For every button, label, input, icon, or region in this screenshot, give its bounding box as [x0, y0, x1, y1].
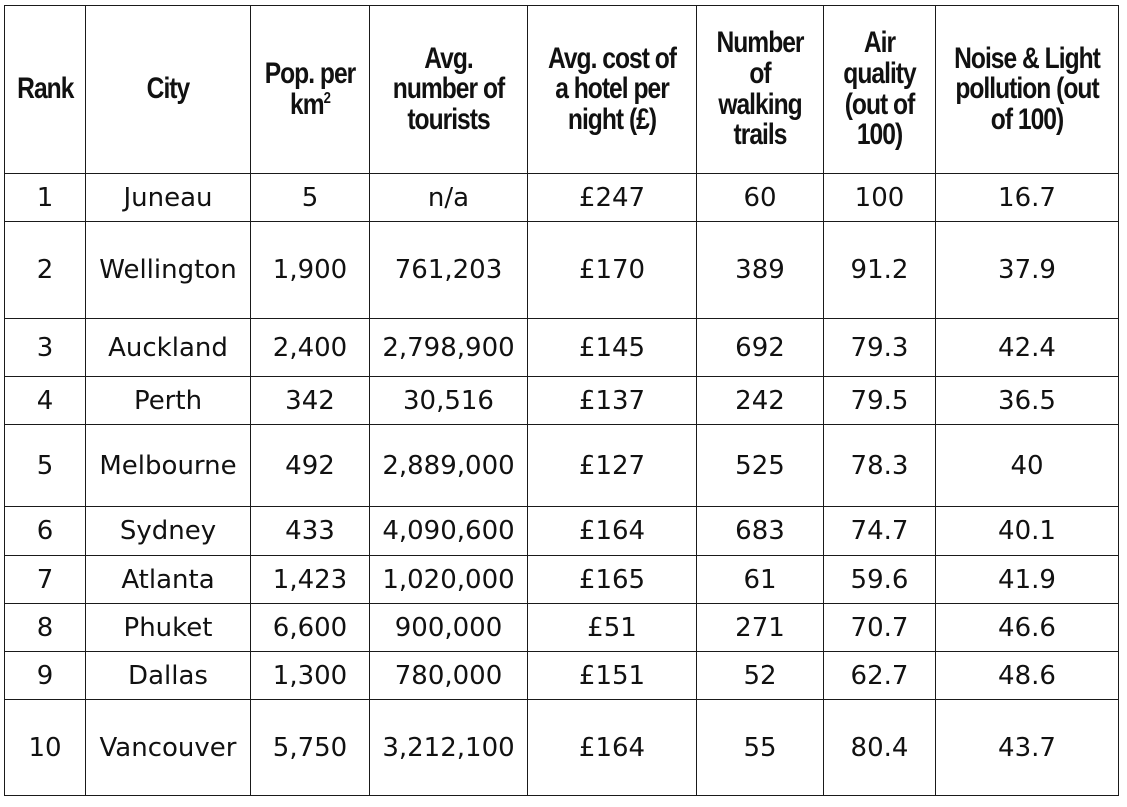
air-quality-cell: 79.5	[824, 377, 936, 425]
hotel-cost-cell: £247	[528, 174, 697, 222]
table-row	[5, 556, 1119, 604]
walking-trails-cell: 60	[697, 174, 824, 222]
air-quality-cell: 80.4	[824, 700, 936, 796]
pop-density-cell: 433	[251, 507, 370, 556]
table-row	[5, 319, 1119, 377]
walking-trails-cell: 242	[697, 377, 824, 425]
city-cell: Sydney	[86, 507, 251, 556]
city-cell: Melbourne	[86, 425, 251, 507]
hotel-cost-cell: £164	[528, 700, 697, 796]
hotel-cost-cell: £51	[528, 604, 697, 652]
hotel-cost-cell: £164	[528, 507, 697, 556]
tourists-cell: n/a	[370, 174, 528, 222]
tourists-cell: 761,203	[370, 222, 528, 319]
header-tourists: Avg. number of tourists	[370, 6, 528, 174]
table-row	[5, 700, 1119, 796]
rank-cell: 8	[5, 604, 86, 652]
rank-cell: 1	[5, 174, 86, 222]
air-quality-cell: 91.2	[824, 222, 936, 319]
header-row	[5, 6, 1119, 174]
header-noise-pollution: Noise & Light pollution (out of 100)	[936, 6, 1119, 174]
air-quality-cell: 62.7	[824, 652, 936, 700]
hotel-cost-cell: £127	[528, 425, 697, 507]
header-hotel-cost: Avg. cost of a hotel per night (£)	[528, 6, 697, 174]
table-row	[5, 652, 1119, 700]
tourists-cell: 2,889,000	[370, 425, 528, 507]
noise-pollution-cell: 16.7	[936, 174, 1119, 222]
header-rank: Rank	[5, 6, 86, 174]
city-cell: Dallas	[86, 652, 251, 700]
air-quality-cell: 59.6	[824, 556, 936, 604]
walking-trails-cell: 683	[697, 507, 824, 556]
pop-density-cell: 5	[251, 174, 370, 222]
hotel-cost-cell: £165	[528, 556, 697, 604]
rank-cell: 5	[5, 425, 86, 507]
noise-pollution-cell: 48.6	[936, 652, 1119, 700]
air-quality-cell: 79.3	[824, 319, 936, 377]
tourists-cell: 3,212,100	[370, 700, 528, 796]
rank-cell: 4	[5, 377, 86, 425]
rank-cell: 3	[5, 319, 86, 377]
table-row	[5, 425, 1119, 507]
city-cell: Wellington	[86, 222, 251, 319]
pop-density-cell: 6,600	[251, 604, 370, 652]
rank-cell: 7	[5, 556, 86, 604]
pop-density-cell: 1,300	[251, 652, 370, 700]
header-pop-density-superscript: 2	[323, 89, 330, 107]
walking-trails-cell: 55	[697, 700, 824, 796]
noise-pollution-cell: 40	[936, 425, 1119, 507]
rank-cell: 9	[5, 652, 86, 700]
rank-cell: 10	[5, 700, 86, 796]
walking-trails-cell: 692	[697, 319, 824, 377]
noise-pollution-cell: 36.5	[936, 377, 1119, 425]
noise-pollution-cell: 40.1	[936, 507, 1119, 556]
noise-pollution-cell: 37.9	[936, 222, 1119, 319]
pop-density-cell: 1,900	[251, 222, 370, 319]
tourists-cell: 2,798,900	[370, 319, 528, 377]
noise-pollution-cell: 41.9	[936, 556, 1119, 604]
table-row	[5, 222, 1119, 319]
walking-trails-cell: 525	[697, 425, 824, 507]
tourists-cell: 30,516	[370, 377, 528, 425]
noise-pollution-cell: 42.4	[936, 319, 1119, 377]
city-cell: Vancouver	[86, 700, 251, 796]
walking-trails-cell: 271	[697, 604, 824, 652]
noise-pollution-cell: 46.6	[936, 604, 1119, 652]
header-pop-density	[251, 6, 370, 174]
walking-trails-cell: 61	[697, 556, 824, 604]
pop-density-cell: 2,400	[251, 319, 370, 377]
header-walking-trails: Number of walking trails	[697, 6, 824, 174]
table-row	[5, 507, 1119, 556]
air-quality-cell: 78.3	[824, 425, 936, 507]
pop-density-cell: 492	[251, 425, 370, 507]
air-quality-cell: 70.7	[824, 604, 936, 652]
tourists-cell: 4,090,600	[370, 507, 528, 556]
hotel-cost-cell: £151	[528, 652, 697, 700]
header-pop-density-label: Pop. per km	[264, 56, 356, 121]
hotel-cost-cell: £170	[528, 222, 697, 319]
pop-density-cell: 5,750	[251, 700, 370, 796]
tourists-cell: 900,000	[370, 604, 528, 652]
hotel-cost-cell: £137	[528, 377, 697, 425]
pop-density-cell: 342	[251, 377, 370, 425]
header-air-quality: Air quality (out of 100)	[824, 6, 936, 174]
hotel-cost-cell: £145	[528, 319, 697, 377]
walking-trails-cell: 389	[697, 222, 824, 319]
city-cell: Auckland	[86, 319, 251, 377]
table-row	[5, 377, 1119, 425]
tourists-cell: 1,020,000	[370, 556, 528, 604]
walking-trails-cell: 52	[697, 652, 824, 700]
rank-cell: 2	[5, 222, 86, 319]
air-quality-cell: 100	[824, 174, 936, 222]
city-ranking-table	[4, 5, 1119, 796]
noise-pollution-cell: 43.7	[936, 700, 1119, 796]
rank-cell: 6	[5, 507, 86, 556]
table-row	[5, 174, 1119, 222]
header-city: City	[86, 6, 251, 174]
city-cell: Phuket	[86, 604, 251, 652]
air-quality-cell: 74.7	[824, 507, 936, 556]
table-row	[5, 604, 1119, 652]
city-cell: Atlanta	[86, 556, 251, 604]
pop-density-cell: 1,423	[251, 556, 370, 604]
city-cell: Perth	[86, 377, 251, 425]
city-cell: Juneau	[86, 174, 251, 222]
tourists-cell: 780,000	[370, 652, 528, 700]
